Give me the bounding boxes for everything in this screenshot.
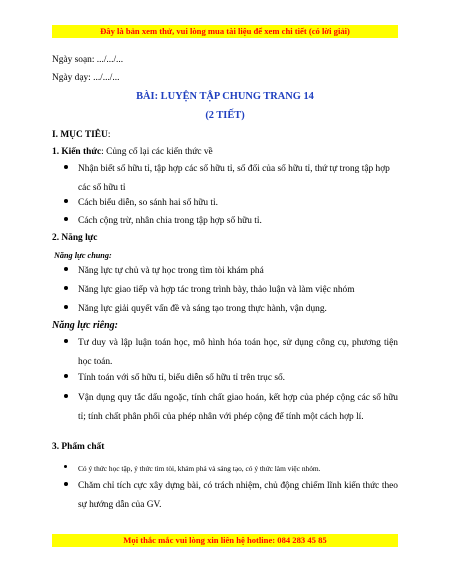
bullet-icon bbox=[64, 305, 68, 309]
list-item-text: Cách cộng trừ, nhân chia trong tập hợp số hữu tỉ. bbox=[78, 216, 262, 226]
ngay-day: Ngày dạy: .../.../... bbox=[52, 73, 120, 83]
bullet-icon bbox=[64, 217, 68, 221]
list-item-text: Chăm chỉ tích cực xây dựng bài, có trách nhiệm, chủ động chiếm lĩnh kiến thức theo sự hướng dẫn của GV. bbox=[78, 481, 398, 510]
section-muc-tieu-heading bbox=[52, 130, 110, 140]
nang-luc-heading: 2. Năng lực bbox=[52, 233, 98, 243]
muc-tieu-label: I. MỤC TIÊU bbox=[52, 130, 108, 140]
kien-thuc-line bbox=[52, 147, 213, 157]
lesson-title: BÀI: LUYỆN TẬP CHUNG TRANG 14 bbox=[136, 91, 314, 102]
bullet-icon bbox=[64, 286, 68, 290]
list-item-text: Cách biểu diễn, so sánh hai số hữu tỉ. bbox=[78, 198, 218, 208]
kien-thuc-label: 1. Kiến thức bbox=[52, 147, 102, 157]
bullet-icon bbox=[64, 267, 68, 271]
lesson-subtitle: (2 TIẾT) bbox=[205, 110, 245, 121]
bullet-icon bbox=[64, 465, 67, 468]
nang-luc-rieng-label: Năng lực riêng: bbox=[52, 320, 118, 331]
list-item-text: Năng lực tự chủ và tự học trong tìm tòi khám phá bbox=[78, 266, 264, 276]
ngay-soan: Ngày soạn: .../.../... bbox=[52, 55, 124, 65]
nang-luc-chung-label: Năng lực chung: bbox=[54, 251, 112, 260]
bullet-icon bbox=[64, 165, 68, 169]
list-item-text: Vận dụng quy tắc dấu ngoặc, tính chất giao hoán, kết hợp của phép cộng các số hữu tỉ; tính chất phân phối của phép nhân với phép cộng để tính một cách hợp lí. bbox=[78, 393, 398, 422]
bullet-icon bbox=[64, 199, 68, 203]
list-item-text: Năng lực giải quyết vấn đề và sáng tạo trong thực hành, vận dụng. bbox=[78, 304, 327, 314]
preview-banner: Đây là bản xem thử, vui lòng mua tài liệu để xem chi tiết (có lời giải) bbox=[52, 25, 398, 38]
hotline-banner: Mọi thắc mắc vui lòng xin liên hệ hotline: 084 283 45 85 bbox=[52, 534, 398, 547]
bullet-icon bbox=[64, 339, 68, 343]
list-item-text: Nhận biết số hữu tỉ, tập hợp các số hữu tỉ, số đối của số hữu tỉ, thứ tự trong tập hợp các số hữu tỉ bbox=[78, 164, 390, 193]
list-item-text: Tính toán với số hữu tỉ, biểu diễn số hữu tỉ trên trục số. bbox=[78, 373, 286, 383]
bullet-icon bbox=[64, 394, 68, 398]
kien-thuc-text: : Củng cố lại các kiến thức về bbox=[101, 147, 213, 157]
list-item-text: Năng lực giao tiếp và hợp tác trong trình bày, thảo luận và làm việc nhóm bbox=[78, 285, 355, 295]
list-item-text: Có ý thức học tập, ý thức tìm tòi, khám phá và sáng tạo, có ý thức làm việc nhóm. bbox=[78, 464, 321, 473]
pham-chat-heading: 3. Phẩm chất bbox=[52, 442, 105, 452]
bullet-icon bbox=[64, 374, 68, 378]
bullet-icon bbox=[64, 482, 68, 486]
muc-tieu-colon: : bbox=[107, 130, 111, 140]
list-item-text: Tư duy và lập luận toán học, mô hình hóa toán học, sử dụng công cụ, phương tiện học toán. bbox=[78, 338, 398, 367]
